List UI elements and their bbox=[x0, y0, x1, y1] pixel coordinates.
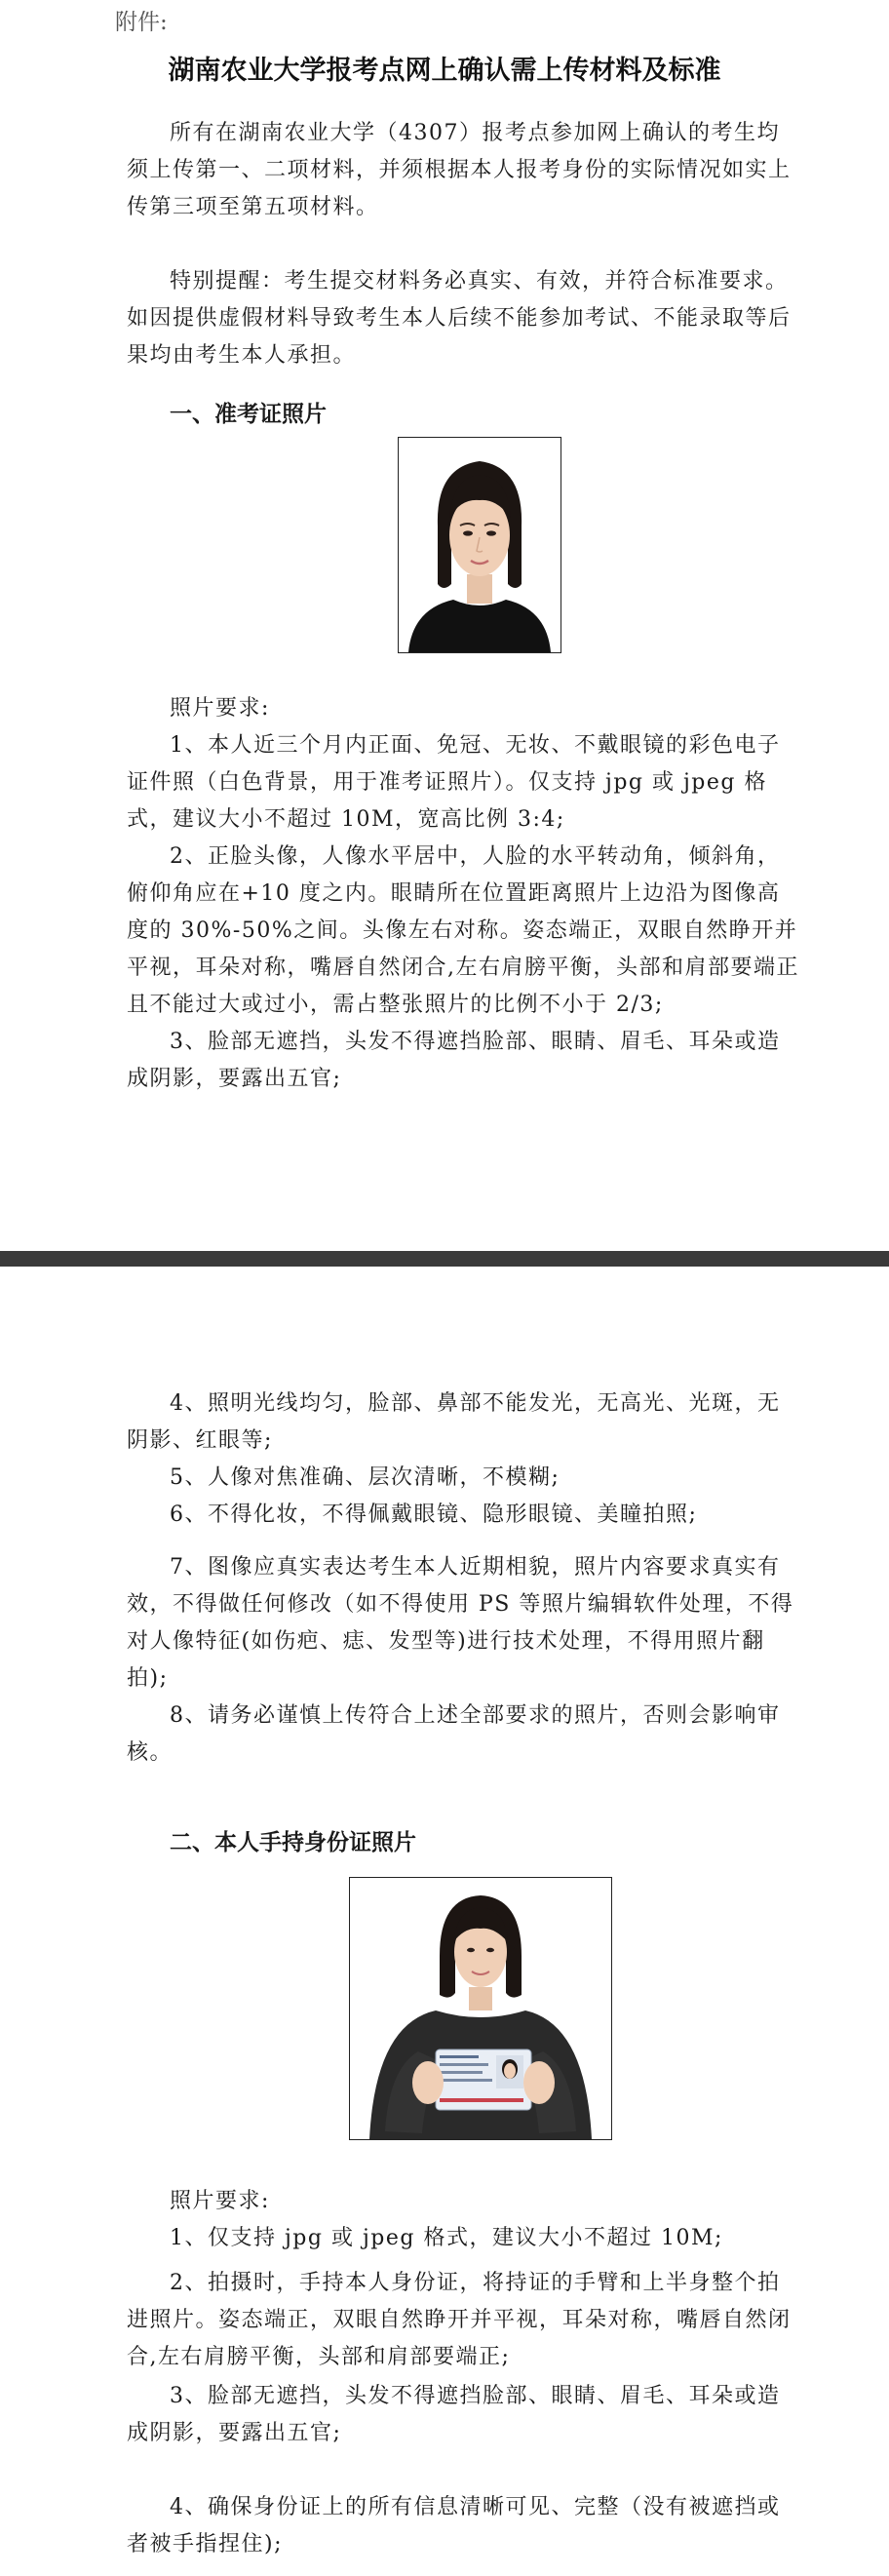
section-1-requirements-label: 照片要求: bbox=[170, 696, 270, 721]
attachment-label: 附件: bbox=[115, 10, 168, 35]
handheld-id-illustration bbox=[350, 1878, 611, 2139]
section-1-item-2: 2、正脸头像，人像水平居中，人脸的水平转动角，倾斜角，俯仰角应在+10 度之内。眼睛所在位置距离照片上边沿为图像高度的 30%-50%之间。头像左右对称。姿态端正，双眼自然睁开并平视，耳朵对称，嘴唇自然闭合,左右肩膀平衡，头部和肩部要端正且不能过大或过小，需占整张照片的比例不小于 2/3; bbox=[127, 844, 799, 1017]
section-1-item-3: 3、脸部无遮挡，头发不得遮挡脸部、眼睛、眉毛、耳朵或造成阴影，要露出五官; bbox=[127, 1030, 781, 1091]
section-2-heading: 二、本人手持身份证照片 bbox=[170, 1830, 416, 1855]
document-page-2 bbox=[0, 1267, 889, 2576]
section-2-requirements-label: 照片要求: bbox=[170, 2189, 270, 2213]
section-2-item-2: 2、拍摄时，手持本人身份证，将持证的手臂和上半身整个拍进照片。姿态端正，双眼自然睁开并平视，耳朵对称，嘴唇自然闭合,左右肩膀平衡，头部和肩部要端正; bbox=[127, 2271, 792, 2369]
section-1-item-1: 1、本人近三个月内正面、免冠、无妆、不戴眼镜的彩色电子证件照（白色背景，用于准考证照片）。仅支持 jpg 或 jpeg 格式，建议大小不超过 10M，宽高比例 3:4; bbox=[127, 733, 781, 832]
document-title: 湖南农业大学报考点网上确认需上传材料及标准 bbox=[168, 56, 721, 86]
intro-paragraph-1: 所有在湖南农业大学（4307）报考点参加网上确认的考生均须上传第一、二项材料，并须根据本人报考身份的实际情况如实上传第三项至第五项材料。 bbox=[127, 121, 792, 219]
sample-id-photo bbox=[398, 437, 561, 653]
section-1-item-4: 4、照明光线均匀，脸部、鼻部不能发光，无高光、光斑，无阴影、红眼等; bbox=[127, 1391, 781, 1453]
section-2-item-4: 4、确保身份证上的所有信息清晰可见、完整（没有被遮挡或者被手指捏住); bbox=[127, 2495, 781, 2556]
id-photo-illustration bbox=[399, 438, 560, 652]
section-1-heading: 一、准考证照片 bbox=[170, 402, 327, 427]
document-page-1 bbox=[0, 0, 889, 1251]
intro-paragraph-2: 特别提醒：考生提交材料务必真实、有效，并符合标准要求。如因提供虚假材料导致考生本人后续不能参加考试、不能录取等后果均由考生本人承担。 bbox=[127, 269, 792, 368]
section-2-item-1: 1、仅支持 jpg 或 jpeg 格式，建议大小不超过 10M; bbox=[170, 2226, 723, 2250]
section-1-item-7: 7、图像应真实表达考生本人近期相貌，照片内容要求真实有效，不得做任何修改（如不得使用 PS 等照片编辑软件处理，不得对人像特征(如伤疤、痣、发型等)进行技术处理，不得用照片翻拍); bbox=[127, 1555, 794, 1691]
section-1-item-5: 5、人像对焦准确、层次清晰，不模糊; bbox=[170, 1465, 560, 1490]
section-1-item-6: 6、不得化妆，不得佩戴眼镜、隐形眼镜、美瞳拍照; bbox=[170, 1503, 698, 1527]
page-divider bbox=[0, 1251, 889, 1267]
section-1-item-8: 8、请务必谨慎上传符合上述全部要求的照片，否则会影响审核。 bbox=[127, 1703, 781, 1765]
section-2-item-3: 3、脸部无遮挡，头发不得遮挡脸部、眼睛、眉毛、耳朵或造成阴影，要露出五官; bbox=[127, 2384, 781, 2445]
sample-handheld-id-photo bbox=[349, 1877, 612, 2140]
